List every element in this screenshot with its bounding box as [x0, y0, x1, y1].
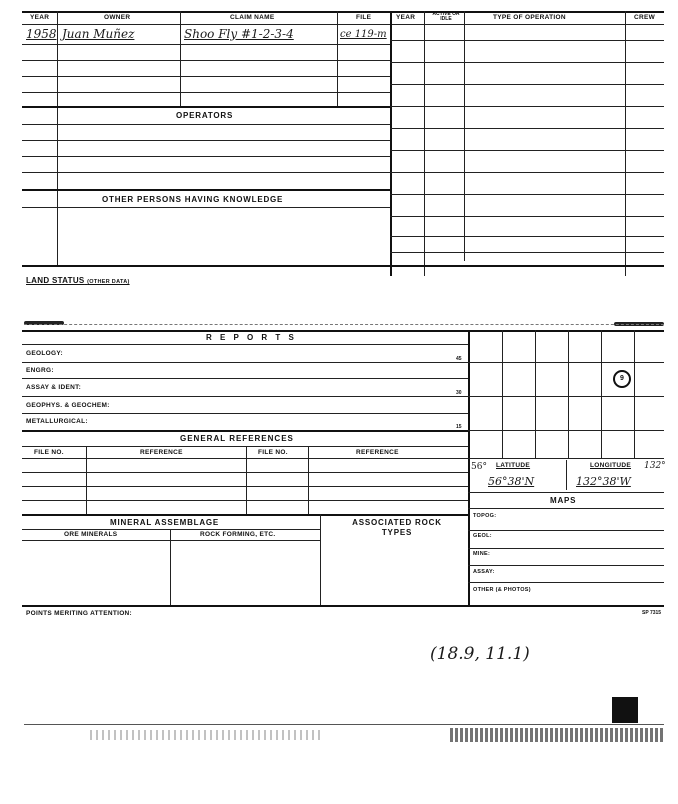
row-line — [22, 124, 390, 125]
grid-line — [601, 330, 602, 458]
scan-black-square — [612, 697, 638, 723]
report-label-metallurgical: METALLURGICAL: — [26, 418, 88, 425]
row-line — [22, 189, 390, 191]
row-line — [390, 216, 664, 217]
entry-owner: Juan Muñez — [62, 27, 135, 41]
grid-line — [468, 430, 664, 431]
maps-assay: ASSAY: — [473, 569, 495, 575]
grid-line — [535, 330, 536, 458]
latitude-value: 56°38'N — [488, 475, 535, 488]
land-status-label: LAND STATUS — [26, 276, 85, 285]
row-line — [22, 265, 664, 267]
rule — [468, 582, 664, 583]
maps-title: MAPS — [550, 496, 577, 505]
grid-line — [468, 396, 664, 397]
rule — [22, 540, 320, 541]
gr-header-ref-2: REFERENCE — [356, 449, 399, 456]
row-line — [22, 60, 390, 61]
other-persons-title: OTHER PERSONS HAVING KNOWLEDGE — [102, 195, 284, 204]
scan-rule — [24, 724, 664, 725]
rule — [468, 492, 664, 493]
report-label-geology: GEOLOGY: — [26, 350, 63, 357]
land-status-title — [26, 276, 130, 285]
header-active-idle: ACTIVE OR IDLE — [432, 11, 460, 22]
points-meriting-attention: POINTS MERITING ATTENTION: — [26, 610, 133, 617]
rule — [22, 396, 468, 397]
rule — [22, 605, 664, 607]
row-line — [390, 172, 664, 173]
rule — [22, 529, 320, 530]
rule — [22, 472, 468, 473]
header-type-operation: TYPE OF OPERATION — [493, 14, 566, 21]
form-number: SP 7315 — [642, 610, 662, 616]
entry-claim-name: Shoo Fly #1-2-3-4 — [184, 27, 294, 41]
divider — [566, 460, 567, 490]
operators-title: OPERATORS — [176, 111, 234, 120]
assoc-rock-title: ASSOCIATED ROCK TYPES — [352, 518, 442, 537]
divider — [468, 330, 470, 605]
lon-prefix: 132° — [644, 461, 666, 471]
gr-header-file-1: FILE NO. — [34, 449, 64, 456]
divider — [246, 446, 247, 514]
lat-prefix: 56° — [471, 462, 487, 472]
row-line — [22, 92, 390, 93]
scan-noise — [90, 730, 320, 740]
divider — [57, 11, 58, 266]
row-line — [390, 252, 664, 253]
row-line — [22, 140, 390, 141]
report-num-assay: 30 — [456, 390, 462, 396]
grid-line — [468, 458, 664, 459]
rule — [22, 514, 468, 516]
rule — [22, 413, 468, 414]
rule — [22, 446, 468, 447]
land-status-sub: (OTHER DATA) — [87, 279, 130, 285]
rule — [468, 565, 664, 566]
scan-rule — [24, 324, 664, 325]
maps-geol: GEOL: — [473, 533, 492, 539]
rule — [22, 11, 664, 13]
grid-line — [502, 330, 503, 458]
rule — [22, 486, 468, 487]
general-references-title: GENERAL REFERENCES — [180, 434, 294, 443]
divider — [170, 529, 171, 605]
row-line — [22, 106, 390, 108]
rule — [22, 362, 468, 363]
report-label-geophys: GEOPHYS. & GEOCHEM: — [26, 402, 110, 409]
reports-title: R E P O R T S — [206, 333, 297, 342]
rule — [468, 548, 664, 549]
report-label-assay: ASSAY & IDENT: — [26, 384, 82, 391]
report-num-metallurgical: 15 — [456, 424, 462, 430]
divider — [308, 446, 309, 514]
grid-line — [468, 362, 664, 363]
mineral-title: MINERAL ASSEMBLAGE — [110, 518, 220, 527]
row-line — [390, 106, 664, 107]
entry-file: ce 119-m — [340, 29, 387, 40]
coords-note: (18.9, 11.1) — [430, 644, 530, 664]
header-owner: OWNER — [104, 14, 131, 21]
header-file: FILE — [356, 14, 372, 21]
divider — [320, 514, 321, 605]
divider — [86, 446, 87, 514]
rock-forming-header: ROCK FORMING, ETC. — [200, 531, 276, 538]
report-num-geology: 45 — [456, 356, 462, 362]
maps-topog: TOPOG: — [473, 513, 497, 519]
header-crew: CREW — [634, 14, 656, 21]
gr-header-ref-1: REFERENCE — [140, 449, 183, 456]
rule — [22, 344, 468, 345]
entry-year: 1958 — [26, 27, 57, 41]
maps-mine: MINE: — [473, 551, 491, 557]
row-line — [390, 40, 664, 41]
rule — [22, 500, 468, 501]
row-line — [390, 236, 664, 237]
row-line — [390, 84, 664, 85]
row-line — [390, 128, 664, 129]
grid-line — [568, 330, 569, 458]
report-label-engrg: ENGRG: — [26, 367, 54, 374]
rule — [22, 430, 468, 432]
rule — [22, 378, 468, 379]
scan-noise — [450, 728, 664, 742]
divider — [464, 11, 465, 261]
row-line — [390, 62, 664, 63]
row-line — [390, 194, 664, 195]
longitude-label: LONGITUDE — [590, 462, 631, 469]
ore-minerals-header: ORE MINERALS — [64, 531, 118, 538]
header-year-2: YEAR — [396, 14, 416, 21]
gr-header-file-2: FILE NO. — [258, 449, 288, 456]
latitude-label: LATITUDE — [496, 462, 531, 469]
rule — [468, 508, 664, 509]
row-line — [22, 44, 390, 45]
header-claim-name: CLAIM NAME — [230, 14, 275, 21]
longitude-value: 132°38'W — [576, 475, 631, 488]
maps-other: OTHER (& PHOTOS) — [473, 587, 531, 593]
grid-line — [634, 330, 635, 458]
row-line — [22, 207, 390, 208]
row-line — [22, 172, 390, 173]
grid-location-mark: 9 — [613, 370, 631, 388]
row-line — [22, 156, 390, 157]
row-line — [22, 76, 390, 77]
row-line — [390, 150, 664, 151]
header-year: YEAR — [30, 14, 50, 21]
rule — [468, 530, 664, 531]
rule — [22, 458, 468, 459]
rule — [22, 24, 664, 25]
